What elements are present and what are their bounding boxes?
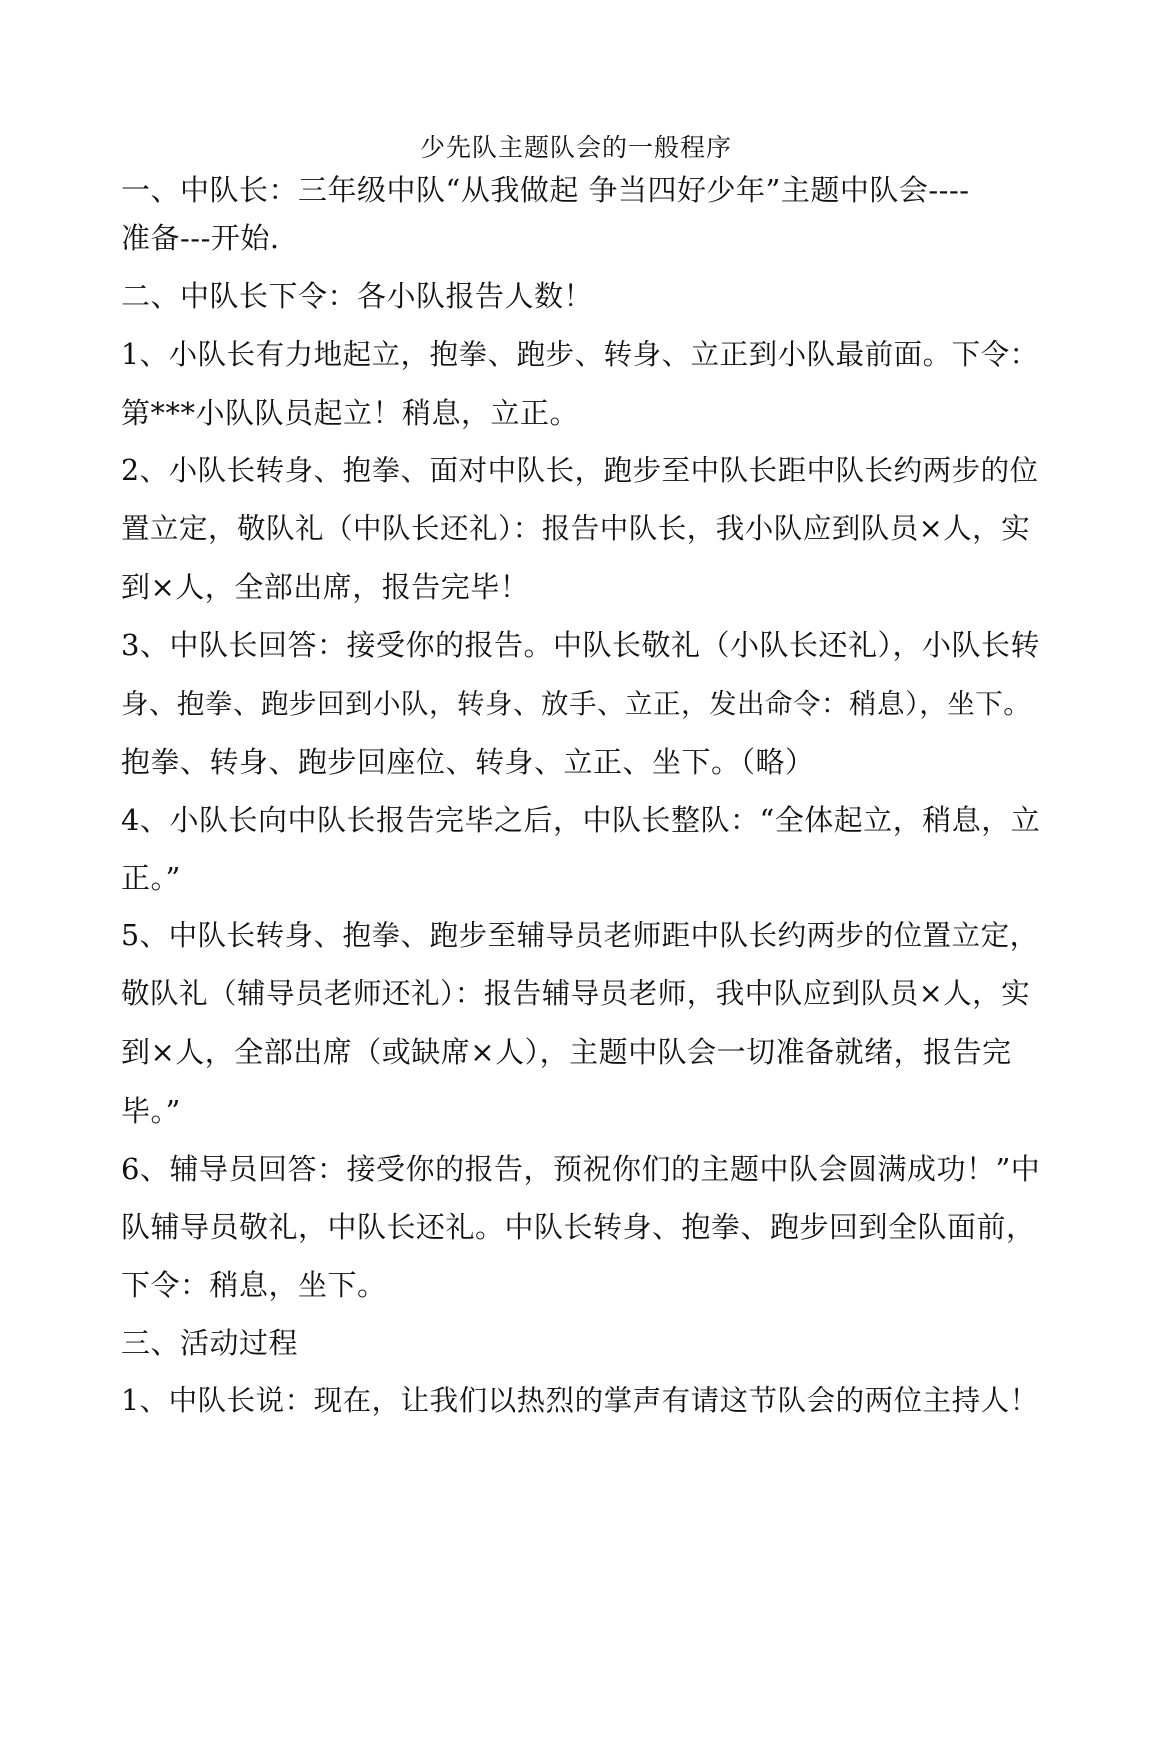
text-line: 到×人，全部出席，报告完毕！ bbox=[121, 570, 530, 604]
text-line: 二、中队长下令：各小队报告人数！ bbox=[121, 279, 594, 313]
text-line: 4、小队长向中队长报告完毕之后，中队长整队：“全体起立，稍息，立 bbox=[121, 803, 1041, 837]
text-line: 准备---开始. bbox=[121, 221, 280, 255]
text-line: 下令：稍息，坐下。 bbox=[121, 1268, 387, 1302]
text-line: 三、活动过程 bbox=[121, 1326, 299, 1360]
text-line: 置立定，敬队礼（中队长还礼）：报告中队长，我小队应到队员×人，实 bbox=[121, 512, 1031, 545]
text-line: 1、中队长说：现在，让我们以热烈的掌声有请这节队会的两位主持人！ bbox=[121, 1384, 1039, 1417]
text-line: 身、抱拳、跑步回到小队，转身、放手、立正，发出命令：稍息），坐下。 bbox=[121, 688, 1032, 720]
text-line: 3、中队长回答：接受你的报告。中队长敬礼（小队长还礼），小队长转 bbox=[121, 628, 1040, 662]
text-line: 第***小队队员起立！稍息，立正。 bbox=[121, 396, 580, 430]
text-line: 正。” bbox=[121, 861, 181, 895]
text-line: 抱拳、转身、跑步回座位、转身、立正、坐下。（略） bbox=[121, 745, 815, 779]
text-line: 到×人，全部出席（或缺席×人），主题中队会一切准备就绪，报告完 bbox=[121, 1035, 1012, 1069]
document-title: 少先队主题队会的一般程序 bbox=[419, 133, 732, 162]
text-line: 6、辅导员回答：接受你的报告，预祝你们的主题中队会圆满成功！”中 bbox=[121, 1152, 1041, 1186]
text-line: 毕。” bbox=[121, 1094, 181, 1128]
text-line: 队辅导员敬礼，中队长还礼。中队长转身、抱拳、跑步回到全队面前， bbox=[121, 1210, 1036, 1244]
text-line: 敬队礼（辅导员老师还礼）：报告辅导员老师，我中队应到队员×人，实 bbox=[121, 977, 1031, 1010]
text-line: 2、小队长转身、抱拳、面对中队长，跑步至中队长距中队长约两步的位 bbox=[121, 454, 1039, 487]
text-line: 1、小队长有力地起立，抱拳、跑步、转身、立正到小队最前面。下令： bbox=[121, 338, 1039, 371]
text-line: 5、中队长转身、抱拳、跑步至辅导员老师距中队长约两步的位置立定， bbox=[121, 919, 1039, 952]
text-line: 一、中队长：三年级中队“从我做起 争当四好少年”主题中队会---- bbox=[121, 173, 970, 207]
